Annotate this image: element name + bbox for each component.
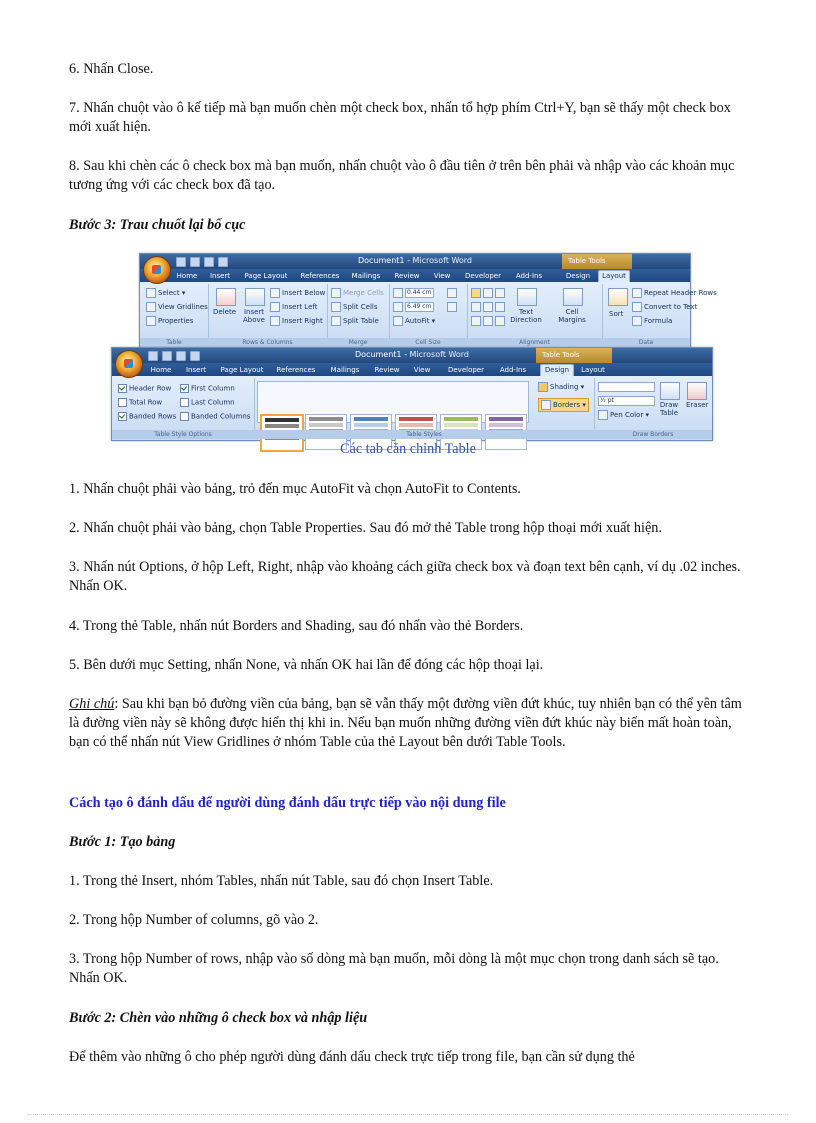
group-label-table-style-options: Table Style Options <box>112 430 254 439</box>
heading-step1: Bước 1: Tạo bảng <box>69 834 176 850</box>
draw-table-button: Draw Table <box>659 401 679 417</box>
insert-above-button: Insert Above <box>243 308 265 324</box>
ribbon-tabs <box>112 363 712 376</box>
ribbon-layout-screenshot <box>139 253 717 349</box>
select-button: Select ▾ <box>146 288 185 298</box>
tab-view: View <box>413 366 431 374</box>
tab-references: References <box>300 272 340 280</box>
paragraph-step3-5: 5. Bên dưới mục Setting, nhấn None, và nhấn OK hai lần để đóng các hộp thoại lại. <box>69 657 544 673</box>
tab-home: Home <box>176 272 198 280</box>
paragraph-step3-4: 4. Trong thẻ Table, nhấn nút Borders and Shading, sau đó nhấn vào thẻ Borders. <box>69 618 524 634</box>
banded-columns-checkbox: Banded Columns <box>180 412 250 421</box>
tab-design: Design <box>565 272 591 280</box>
total-row-checkbox: Total Row <box>118 398 162 407</box>
eraser-icon <box>687 382 707 400</box>
group-label-alignment: Alignment <box>467 338 602 347</box>
group-label-rows-columns: Rows & Columns <box>208 338 327 347</box>
tab-mailings: Mailings <box>351 272 381 280</box>
alignment-grid-row2-icon <box>471 302 507 312</box>
office-button-icon <box>143 256 171 284</box>
view-gridlines-button: View Gridlines <box>146 302 208 312</box>
last-column-checkbox: Last Column <box>180 398 235 407</box>
table-tools-label: Table Tools <box>536 348 612 363</box>
tab-layout: Layout <box>598 270 630 283</box>
paragraph-last: Để thêm vào những ô cho phép người dùng đánh dấu check trực tiếp trong file, bạn cần sử dụng thẻ <box>69 1049 635 1065</box>
tab-layout: Layout <box>581 366 605 374</box>
group-label-merge: Merge <box>327 338 389 347</box>
group-table-style-options <box>112 378 255 439</box>
formula-button: Formula <box>632 316 672 326</box>
paragraph-step3-3: 3. Nhấn nút Options, ở hộp Left, Right, nhập vào khoảng cách giữa check box và đoạn text bên cạnh, ví dụ .02 inches. Nhấn OK. <box>69 559 741 594</box>
heading-step3: Bước 3: Trau chuốt lại bố cục <box>69 217 246 233</box>
sort-button: Sort <box>609 310 624 318</box>
autofit-button: AutoFit ▾ <box>393 316 435 326</box>
tab-references: References <box>276 366 316 374</box>
group-label-table: Table <box>140 338 208 347</box>
tab-design: Design <box>540 364 574 377</box>
tab-home: Home <box>150 366 172 374</box>
repeat-header-rows-button: Repeat Header Rows <box>632 288 717 298</box>
tab-view: View <box>433 272 451 280</box>
pen-style-dropdown <box>598 382 655 392</box>
split-table-button: Split Table <box>331 316 379 326</box>
window-title: Document1 - Microsoft Word <box>357 256 473 265</box>
heading-step2: Bước 2: Chèn vào những ô check box và nhập liệu <box>69 1010 368 1026</box>
group-label-draw-borders: Draw Borders <box>594 430 712 439</box>
banded-rows-checkbox: Banded Rows <box>118 412 176 421</box>
first-column-checkbox: First Column <box>180 384 235 393</box>
note-label: Ghi chú <box>69 696 115 712</box>
paragraph-step7: 7. Nhấn chuột vào ô kế tiếp mà bạn muốn chèn một check box, nhấn tổ hợp phím Ctrl+Y, bạn sẽ thấy một check box mới xuất hiện. <box>69 100 731 135</box>
heading-section-checkbox: Cách tạo ô đánh dấu để người dùng đánh dấu trực tiếp vào nội dung file <box>69 795 506 811</box>
ribbon-titlebar <box>140 254 690 269</box>
group-table <box>140 284 209 347</box>
ribbon-tabs <box>140 269 690 282</box>
tab-page-layout: Page Layout <box>244 272 288 280</box>
group-label-data: Data <box>602 338 690 347</box>
paragraph-step1-3: 3. Trong hộp Number of rows, nhập vào số dòng mà bạn muốn, mỗi dòng là một mục chọn trong danh sách sẽ tạo. Nhấn OK. <box>69 951 719 986</box>
shading-button: Shading ▾ <box>538 382 584 392</box>
paragraph-step8: 8. Sau khi chèn các ô check box mà bạn muốn, nhấn chuột vào ô đầu tiên ở trên bên phải và nhập vào các khoản mục tương ứng với các check box đã tạo. <box>69 158 735 193</box>
tab-add-ins: Add-Ins <box>499 366 527 374</box>
cell-margins-button: Cell Margins <box>558 308 586 324</box>
insert-below-button: Insert Below <box>270 288 325 298</box>
pen-weight-dropdown: ½ pt <box>598 396 655 406</box>
ribbon-titlebar <box>112 348 712 363</box>
figure-caption: Các tab căn chỉnh Table <box>340 441 476 457</box>
tab-insert: Insert <box>209 272 231 280</box>
delete-icon <box>216 288 236 306</box>
ribbon-design-screenshot <box>111 347 713 441</box>
paragraph-step1-2: 2. Trong hộp Number of columns, gõ vào 2. <box>69 912 319 928</box>
alignment-grid-icon <box>471 288 507 298</box>
tab-developer: Developer <box>464 272 501 280</box>
paragraph-step1-1: 1. Trong thẻ Insert, nhóm Tables, nhấn nút Table, sau đó chọn Insert Table. <box>69 873 494 889</box>
group-cell-size <box>389 284 468 347</box>
insert-above-icon <box>245 288 265 306</box>
group-data <box>602 284 717 347</box>
header-row-checkbox: Header Row <box>118 384 171 393</box>
pen-color-button: Pen Color ▾ <box>598 410 649 420</box>
group-rows-columns <box>208 284 328 347</box>
paragraph-step3-2: 2. Nhấn chuột phải vào bảng, chọn Table Properties. Sau đó mở thẻ Table trong hộp thoại mới xuất hiện. <box>69 520 662 536</box>
office-button-icon <box>115 350 143 378</box>
distribute-columns-icon <box>447 302 459 312</box>
convert-to-text-button: Convert to Text <box>632 302 697 312</box>
draw-table-icon <box>660 382 680 400</box>
group-draw-borders <box>594 378 712 439</box>
borders-button: Borders ▾ <box>538 398 589 412</box>
split-cells-button: Split Cells <box>331 302 377 312</box>
paragraph-step3-1: 1. Nhấn chuột phải vào bảng, trỏ đến mục AutoFit và chọn AutoFit to Contents. <box>69 481 521 497</box>
tab-review: Review <box>374 366 400 374</box>
paragraph-note <box>69 695 749 752</box>
column-width-field: 6.49 cm <box>393 302 434 312</box>
insert-right-button: Insert Right <box>270 316 323 326</box>
tab-insert: Insert <box>185 366 207 374</box>
tab-developer: Developer <box>447 366 484 374</box>
page-bottom-divider <box>28 1114 788 1115</box>
tab-page-layout: Page Layout <box>220 366 264 374</box>
note-text: : Sau khi bạn bỏ đường viền của bảng, bạn sẽ vẫn thấy một đường viền đứt khúc, tuy nhiên bạn có thể yên tâm là đường viền này sẽ không được hiển thị khi in. Nếu bạn muốn những đường viền đứt khúc này biến mất hoàn toàn, bạn có thể nhấn nút View Gridlines ở nhóm Table của thẻ Layout bên dưới Table Tools. <box>69 696 742 750</box>
sort-icon <box>608 288 628 306</box>
tab-mailings: Mailings <box>330 366 360 374</box>
merge-cells-button: Merge Cells <box>331 288 384 298</box>
group-alignment <box>467 284 603 347</box>
eraser-button: Eraser <box>686 401 709 409</box>
group-merge <box>327 284 390 347</box>
window-title: Document1 - Microsoft Word <box>354 350 470 359</box>
group-label-table-styles: Table Styles <box>254 430 594 439</box>
row-height-field: 0.44 cm <box>393 288 434 298</box>
table-tools-label: Table Tools <box>562 254 632 269</box>
text-direction-icon <box>517 288 537 306</box>
alignment-grid-row3-icon <box>471 316 507 326</box>
cell-margins-icon <box>563 288 583 306</box>
delete-button: Delete <box>213 308 236 316</box>
tab-add-ins: Add-Ins <box>515 272 543 280</box>
insert-left-button: Insert Left <box>270 302 317 312</box>
distribute-rows-icon <box>447 288 459 298</box>
group-table-styles <box>254 378 595 439</box>
text-direction-button: Text Direction <box>510 308 542 324</box>
properties-button: Properties <box>146 316 193 326</box>
tab-review: Review <box>394 272 420 280</box>
paragraph-step6: 6. Nhấn Close. <box>69 61 154 77</box>
group-label-cell-size: Cell Size <box>389 338 467 347</box>
